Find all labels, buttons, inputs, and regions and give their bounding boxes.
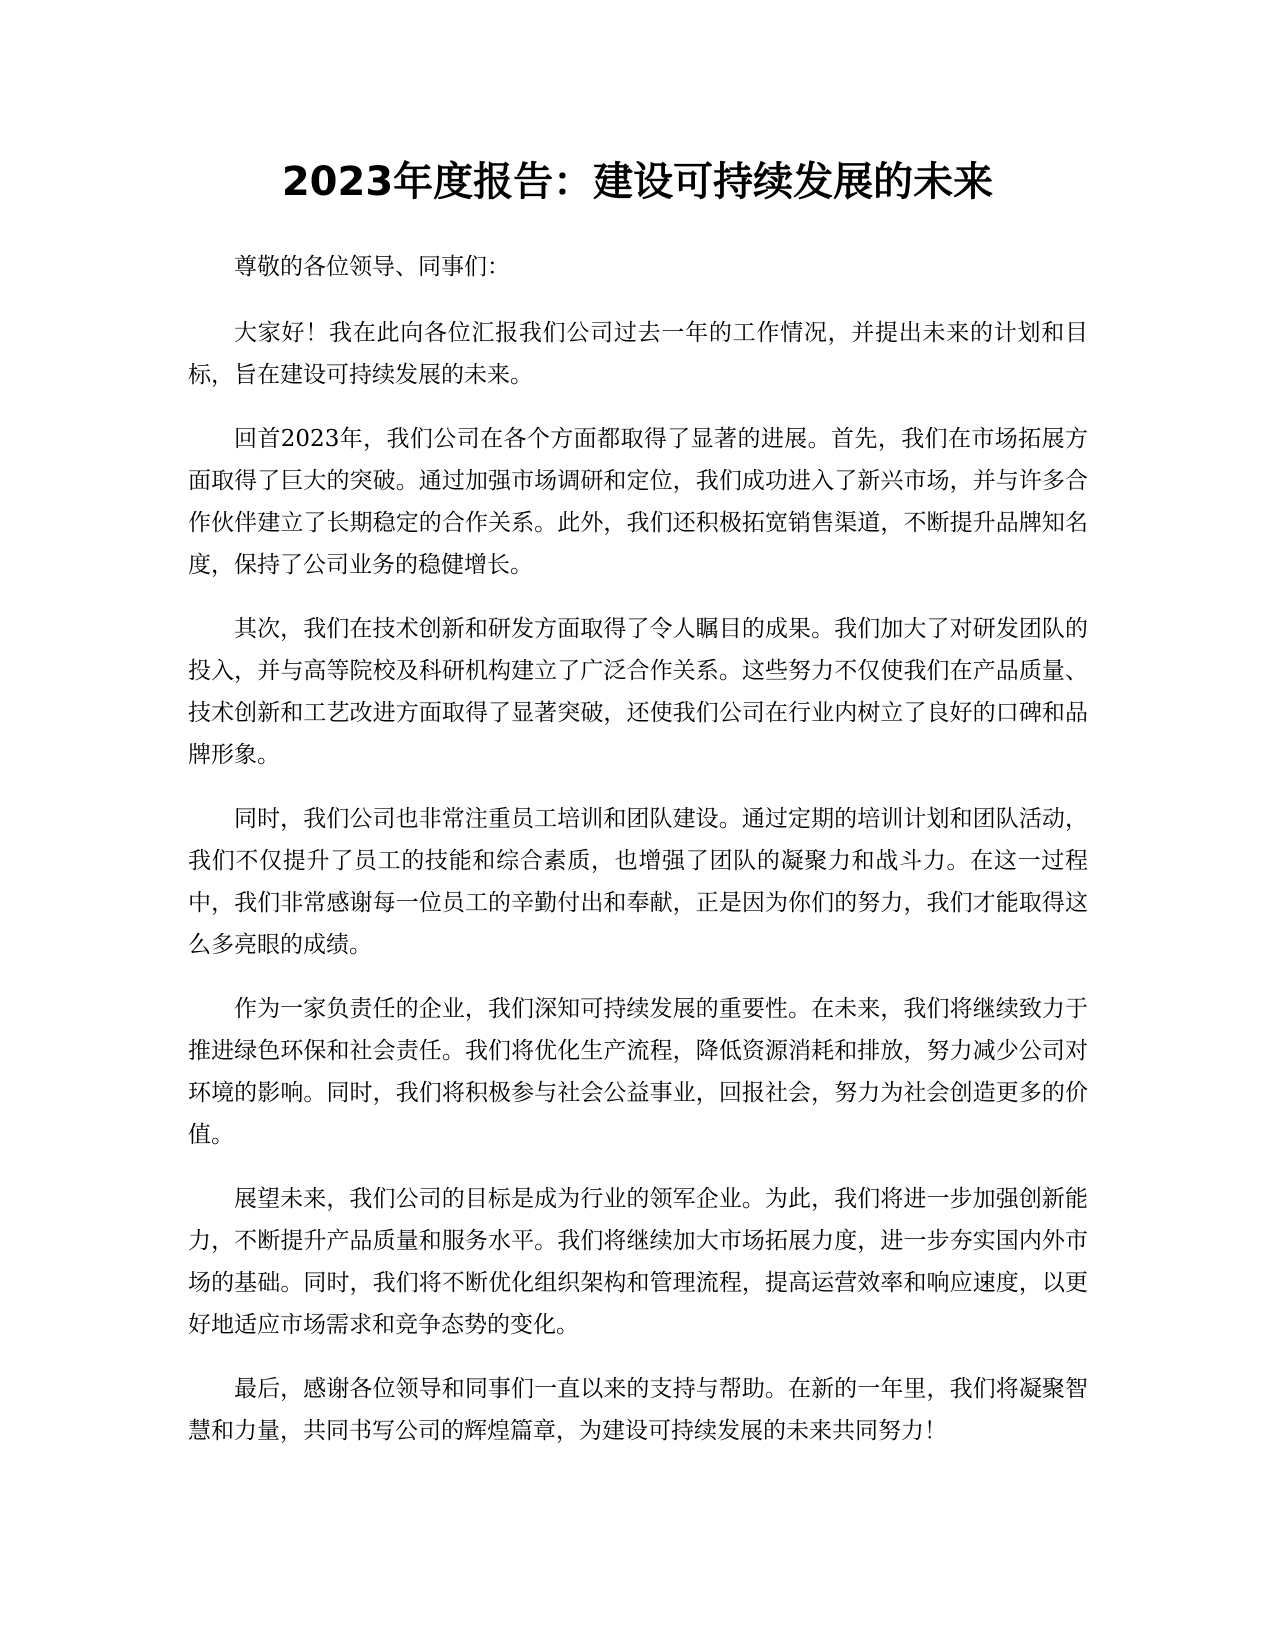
paragraph-4: 同时，我们公司也非常注重员工培训和团队建设。通过定期的培训计划和团队活动，我们不仅提升了员工的技能和综合素质，也增强了团队的凝聚力和战斗力。在这一过程中，我们非常感谢每一位员工的辛勤付出和奉献，正是因为你们的努力，我们才能取得这么多亮眼的成绩。 (188, 806, 1088, 958)
paragraph-5: 作为一家负责任的企业，我们深知可持续发展的重要性。在未来，我们将继续致力于推进绿色环保和社会责任。我们将优化生产流程，降低资源消耗和排放，努力减少公司对环境的影响。同时，我们将积极参与社会公益事业，回报社会，努力为社会创造更多的价值。 (188, 996, 1088, 1148)
document-body (188, 246, 1088, 1474)
paragraph-6: 展望未来，我们公司的目标是成为行业的领军企业。为此，我们将进一步加强创新能力，不断提升产品质量和服务水平。我们将继续加大市场拓展力度，进一步夯实国内外市场的基础。同时，我们将不断优化组织架构和管理流程，提高运营效率和响应速度，以更好地适应市场需求和竞争态势的变化。 (188, 1186, 1088, 1338)
paragraph-3: 其次，我们在技术创新和研发方面取得了令人瞩目的成果。我们加大了对研发团队的投入，并与高等院校及科研机构建立了广泛合作关系。这些努力不仅使我们在产品质量、技术创新和工艺改进方面取得了显著突破，还使我们公司在行业内树立了良好的口碑和品牌形象。 (188, 616, 1088, 768)
paragraph-7: 最后，感谢各位领导和同事们一直以来的支持与帮助。在新的一年里，我们将凝聚智慧和力量，共同书写公司的辉煌篇章，为建设可持续发展的未来共同努力！ (188, 1376, 1088, 1444)
salutation: 尊敬的各位领导、同事们： (234, 254, 510, 280)
paragraph-2: 回首2023年，我们公司在各个方面都取得了显著的进展。首先，我们在市场拓展方面取得了巨大的突破。通过加强市场调研和定位，我们成功进入了新兴市场，并与许多合作伙伴建立了长期稳定的合作关系。此外，我们还积极拓宽销售渠道，不断提升品牌知名度，保持了公司业务的稳健增长。 (188, 426, 1088, 578)
document-title: 2023年度报告：建设可持续发展的未来 (281, 159, 994, 205)
paragraph-1: 大家好！我在此向各位汇报我们公司过去一年的工作情况，并提出未来的计划和目标，旨在建设可持续发展的未来。 (188, 320, 1088, 388)
